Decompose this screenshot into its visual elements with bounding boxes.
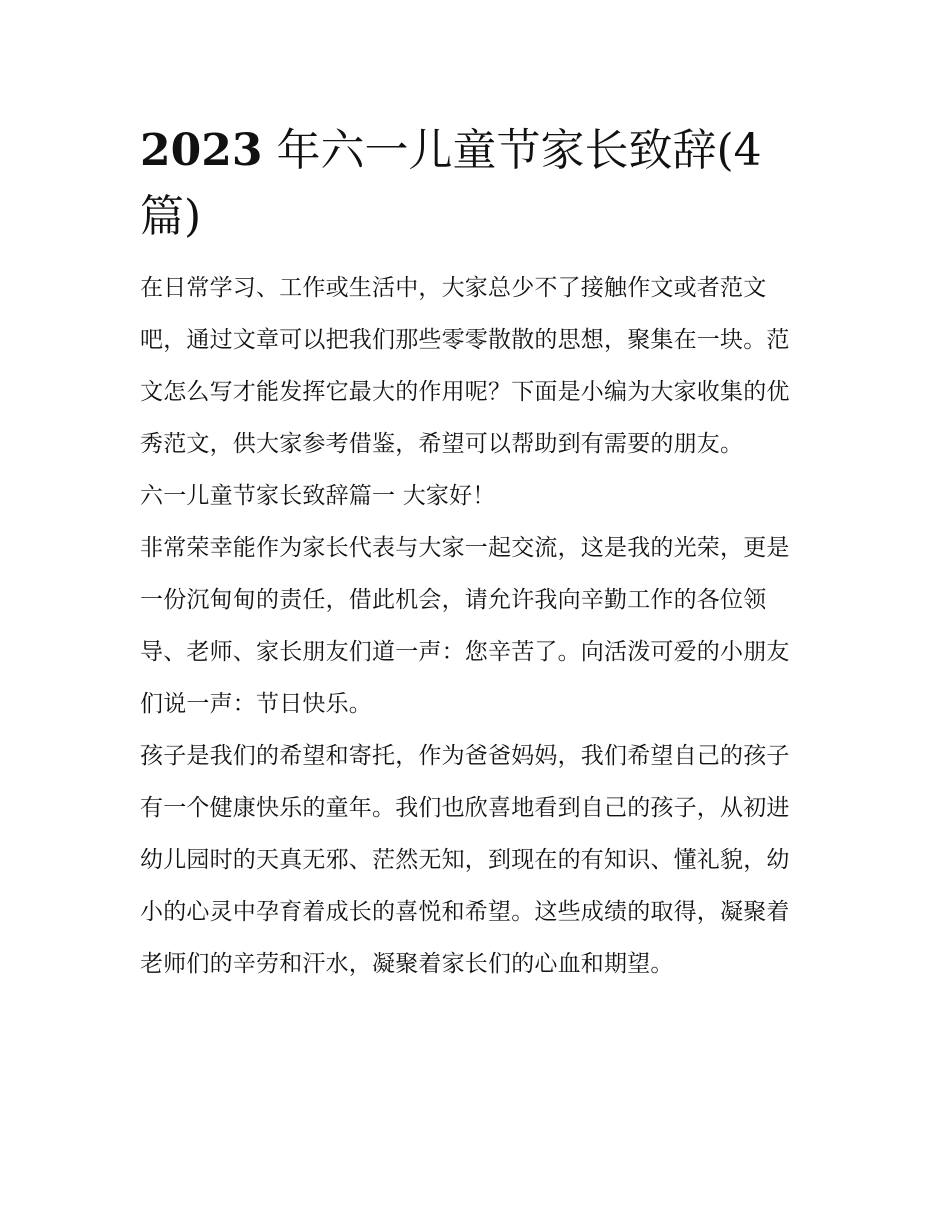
section-heading-paragraph: 六一儿童节家长致辞篇一 大家好！ [140,483,496,509]
title-year: 2023 [140,125,263,176]
document-body [140,262,812,990]
children-hope-paragraph: 孩子是我们的希望和寄托，作为爸爸妈妈，我们希望自己的孩子有一个健康快乐的童年。我们也欣喜地看到自己的孩子，从初进幼儿园时的天真无邪、茫然无知，到现在的有知识、懂礼貌，幼小的心灵中孕育着成长的喜悦和希望。这些成绩的取得，凝聚着老师们的辛劳和汗水，凝聚着家长们的心血和期望。 [140,743,790,977]
document-content [140,118,812,990]
greeting-paragraph: 非常荣幸能作为家长代表与大家一起交流，这是我的光荣，更是一份沉甸甸的责任，借此机会，请允许我向辛勤工作的各位领导、老师、家长朋友们道一声：您辛苦了。向活泼可爱的小朋友们说一声：节日快乐。 [140,535,790,717]
title-text: 年六一儿童节家长致辞(4篇) [140,125,762,242]
intro-paragraph: 在日常学习、工作或生活中，大家总少不了接触作文或者范文吧，通过文章可以把我们那些零零散散的思想，聚集在一块。范文怎么写才能发挥它最大的作用呢？下面是小编为大家收集的优秀范文，供大家参考借鉴，希望可以帮助到有需要的朋友。 [140,275,790,457]
document-title [140,118,812,250]
